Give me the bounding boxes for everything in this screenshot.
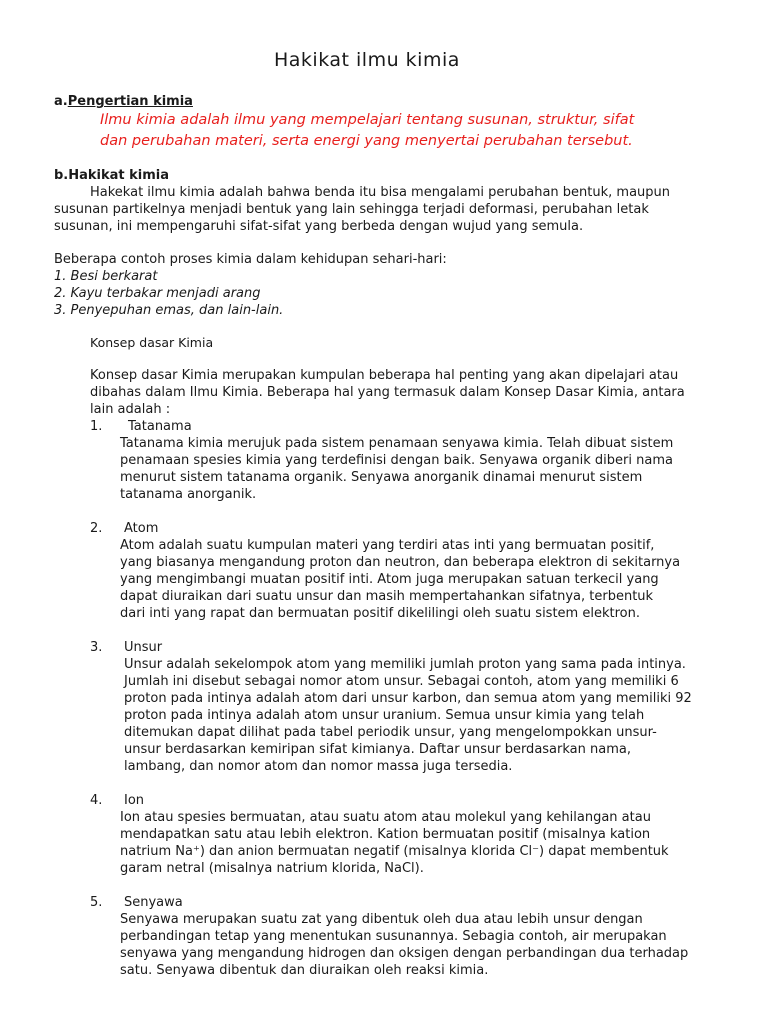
item-3-line-6: unsur berdasarkan kemiripan sifat kimianya. Daftar unsur berdasarkan nama, [124, 742, 631, 757]
item-5-line-1: Senyawa merupakan suatu zat yang dibentuk oleh dua atau lebih unsur dengan [120, 912, 643, 927]
hakikat-para-line-2: susunan partikelnya menjadi bentuk yang lain sehingga terjadi deformasi, perubahan letak [54, 202, 649, 217]
konsep-intro-line-2: dibahas dalam Ilmu Kimia. Beberapa hal yang termasuk dalam Konsep Dasar Kimia, antara [90, 385, 685, 400]
section-a-prefix: a. [54, 94, 68, 109]
item-5-line-2: perbandingan tetap yang menentukan susunannya. Sebagia contoh, air merupakan [120, 929, 667, 944]
item-2-line-5: dari inti yang rapat dan bermuatan positif dikelilingi oleh suatu sistem elektron. [120, 606, 640, 621]
item-2-number: 2. [90, 521, 103, 536]
item-1-line-3: menurut sistem tatanama organik. Senyawa anorganik dinamai menurut sistem [120, 470, 643, 485]
hakikat-para-line-1: Hakekat ilmu kimia adalah bahwa benda itu bisa mengalami perubahan bentuk, maupun [90, 185, 671, 200]
item-4-number: 4. [90, 793, 103, 808]
definition-line-2: dan perubahan materi, serta energi yang menyertai perubahan tersebut. [100, 133, 633, 149]
item-3-line-4: proton pada intinya adalah atom unsur uranium. Semua unsur kimia yang telah [124, 708, 645, 723]
section-a-title: Pengertian kimia [67, 94, 193, 109]
item-2-line-1: Atom adalah suatu kumpulan materi yang terdiri atas inti yang bermuatan positif, [120, 538, 655, 553]
konsep-intro-line-1: Konsep dasar Kimia merupakan kumpulan beberapa hal penting yang akan dipelajari atau [90, 368, 679, 383]
konsep-intro-line-3: lain adalah : [90, 402, 171, 417]
item-2-title: Atom [124, 521, 159, 536]
item-4-title: Ion [124, 793, 145, 808]
konsep-heading: Konsep dasar Kimia [90, 335, 214, 350]
item-5-title: Senyawa [124, 895, 183, 910]
item-5-number: 5. [90, 895, 103, 910]
item-5-line-3: senyawa yang mengandung hidrogen dan oksigen dengan perbandingan dua terhadap [120, 946, 689, 961]
section-a-heading [54, 93, 193, 110]
item-4-line-4: garam netral (misalnya natrium klorida, NaCl). [120, 861, 424, 876]
hakikat-para-line-3: susunan, ini mempengaruhi sifat-sifat yang berbeda dengan wujud yang semula. [54, 219, 584, 234]
item-1-line-4: tatanama anorganik. [120, 487, 257, 502]
page-title: Hakikat ilmu kimia [274, 49, 460, 71]
example-item-2: 2. Kayu terbakar menjadi arang [54, 286, 261, 301]
item-3-number: 3. [90, 640, 103, 655]
item-1-title: Tatanama [128, 419, 192, 434]
item-2-line-3: yang mengimbangi muatan positif inti. Atom juga merupakan satuan terkecil yang [120, 572, 659, 587]
item-4-line-3: natrium Na⁺) dan anion bermuatan negatif (misalnya klorida Cl⁻) dapat membentuk [120, 844, 669, 859]
section-b-heading: b.Hakikat kimia [54, 168, 170, 183]
item-1-line-2: penamaan spesies kimia yang terdefinisi dengan baik. Senyawa organik diberi nama [120, 453, 673, 468]
item-3-line-2: Jumlah ini disebut sebagai nomor atom unsur. Sebagai contoh, atom yang memiliki 6 [124, 674, 679, 689]
definition-line-1: Ilmu kimia adalah ilmu yang mempelajari tentang susunan, struktur, sifat [100, 112, 635, 128]
example-item-1: 1. Besi berkarat [54, 269, 158, 284]
item-4-line-2: mendapatkan satu atau lebih elektron. Kation bermuatan positif (misalnya kation [120, 827, 651, 842]
item-4-line-1: Ion atau spesies bermuatan, atau suatu atom atau molekul yang kehilangan atau [120, 810, 651, 825]
item-3-line-7: lambang, dan nomor atom dan nomor massa juga tersedia. [124, 759, 513, 774]
example-item-3: 3. Penyepuhan emas, dan lain-lain. [54, 303, 284, 318]
item-1-number: 1. [90, 419, 103, 434]
item-3-line-5: ditemukan dapat dilihat pada tabel periodik unsur, yang mengelompokkan unsur- [124, 725, 657, 740]
item-3-title: Unsur [124, 640, 163, 655]
examples-intro: Beberapa contoh proses kimia dalam kehidupan sehari-hari: [54, 252, 447, 267]
item-5-line-4: satu. Senyawa dibentuk dan diuraikan oleh reaksi kimia. [120, 963, 489, 978]
item-2-line-4: dapat diuraikan dari suatu unsur dan masih mempertahankan sifatnya, terbentuk [120, 589, 654, 604]
item-2-line-2: yang biasanya mengandung proton dan neutron, dan beberapa elektron di sekitarnya [120, 555, 681, 570]
item-3-line-3: proton pada intinya adalah atom dari unsur karbon, dan semua atom yang memiliki 92 [124, 691, 692, 706]
item-1-line-1: Tatanama kimia merujuk pada sistem penamaan senyawa kimia. Telah dibuat sistem [120, 436, 674, 451]
item-3-line-1: Unsur adalah sekelompok atom yang memiliki jumlah proton yang sama pada intinya. [124, 657, 686, 672]
